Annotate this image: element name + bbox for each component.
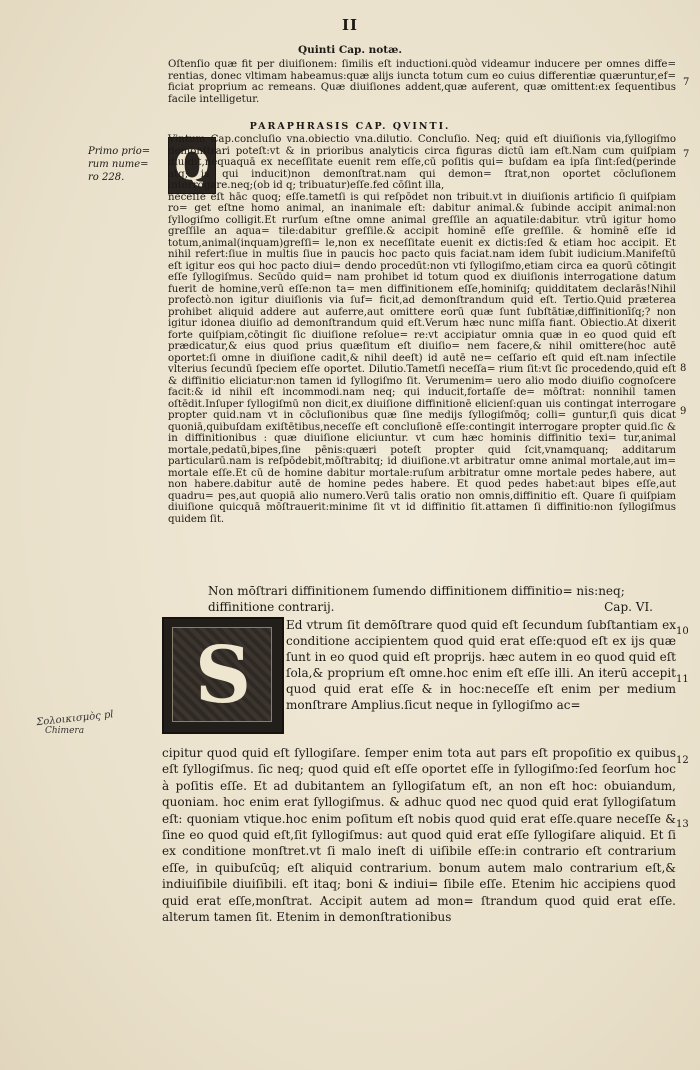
chapter-six-rest: cipitur quod quid eſt ſyllogiſare. ſemper enim tota aut pars eſt propoſitio ex quibus eſt ſyllogiſmus. ſic neq; quod quid eſt eſſe oportet eſſe in ſyllogiſmo:ſed ſeorſum hoc à poſitis eſſe. Et ad dubitantem an ſyllogiſatum eſt, an non eſt hoc: obuiandum, quoniam. hoc enim erat ſyllogiſmus. & adhuc quod nec quod quid erat ſyllogiſatum eſt: quoniam vtique.hoc enim poſitum eſt nobis quod quid erat eſſe.quare neceſſe & ſine eo quod quid eſt,ſit ſyllogiſmus: aut quod quid erat eſſe ſyllogiſare aliquid. Et ſi ex conditione monſtret.vt ſi malo ineſt di uiſibile eſſe:in contrario eſt contrarium eſſe, in quibuſcūq; eſt aliquid contrarium. bonum autem malo contrarium eſt,& indiuiſibile diuiſibili. eſt itaq; boni & indiui= ſibile eſſe. Etenim hic accipiens quod quid erat eſſe,monſtrat. Accipit autem ad mon= ſtrandum quod quid erat eſſe. alterum tamen ſit. Etenim in demonſtrationibus <box>162 746 676 925</box>
margin-number: 8 <box>680 363 687 374</box>
margin-number: 9 <box>680 406 687 417</box>
handwritten-annotation-2: Chimera <box>45 726 85 736</box>
chapter-six-title-text: Non mōſtrari diffinitionem ſumendo diffinitionem diffinitio= nis:neq; diffinitione contrarij. <box>208 584 625 614</box>
notae-text <box>168 59 676 105</box>
dropcap-s <box>162 617 284 734</box>
margin-note: Primo prio= rum nume= ro 228. <box>88 146 151 183</box>
dropcap-q-letter: Q <box>174 142 210 189</box>
margin-number: 7 <box>683 149 690 160</box>
chapter-six-first: Ed vtrum ſit demōſtrare quod quid eſt ſecundum ſubſtantiam ex conditione accipientem quod quid erat eſſe:quod eſt ex ijs quæ ſunt in eo quod quid eſt proprijs. hæc autem in eo quod quid eſt ſola,& proprium eſt omne.hoc enim eſt eſſe illi. An iterū accepit quod quid erat eſſe & in hoc:neceſſe eſt enim per medium monſtrare Amplius.ſicut neque in ſyllogiſmo ac= <box>286 618 676 712</box>
folio-number: II <box>341 16 359 34</box>
margin-number: 13 <box>676 819 689 830</box>
paraphrasis-heading: PARAPHRASIS CAP. QVINTI. <box>249 121 451 132</box>
margin-number: 11 <box>676 674 689 685</box>
chapter-six-title <box>208 583 678 615</box>
margin-number: 12 <box>676 755 689 766</box>
paraphrasis-first: Vintum Cap.concluſio vna.obiectio vna.dilutio. Concluſio. Neq; quid eſt diuiſionis via,ſyllogiſmo demonſtrari poteſt:vt & in prioribus analyticis circa figuras dictū iam eſt.Nam cum quiſpiam diuidit,nequaquā ex neceſſitate euenit rem eſſe,cū poſitis qui= buſdam ea ipſa ſint:ſed(perinde atq; is qui inducit)non demonſtrat.nam qui demon= ſtrat,non oportet cōcluſionem interrogare.neq;(ob id q; tribuatur)eſſe.fed cōſint illa, <box>168 134 676 191</box>
margin-number: 7 <box>683 77 690 88</box>
notae-paragraph: Oſtenſio quæ fit per diuiſionem: ſimilis eſt inductioni.quòd videamur inducere per omnes diffe= rentias, donec vltimam habeamus:quæ alijs iuncta totum cum eo cuius differentiæ quæruntur,ef= ficiat proprium ac remeans. Quæ diuiſiones addent,quæ auferent, quæ omittent:ex ſequentibus facile intelligetur. <box>168 59 676 105</box>
handwritten-annotation: Σολοικισμὸς pl <box>35 709 115 729</box>
paraphrasis-text <box>168 134 676 525</box>
margin-number: 10 <box>676 626 689 637</box>
dropcap-s-letter: S <box>194 630 252 721</box>
chapter-six-number: Cap. VI. <box>604 600 653 614</box>
paraphrasis-rest: neceſſe eſt hāc quoq; eſſe.tametſi is qui reſpōdet non tribuit.vt in diuiſionis artificio ſi quiſpiam ro= get eſtne homo animal, an inanimale eſt: dabitur animal.& ſubinde accipit animal:non ſyllogiſmo colligit.Et rurſum eſtne omne animal greſſile an aquatile:dabitur. vtrū igitur homo greſſile an aqua= tile:dabitur greſſile.& accipit hominē eſſe greſſile. & hominē eſſe id totum,animal(inquam)greſſi= le,non ex neceſſitate euenit ex dictis:ſed & etiam hoc accipit. Et nihil refert:ſiue in multis ſiue in paucis hoc pacto quis faciat.nam idem ſubit iudicium.Manifeſtū eſt igitur eos qui hoc pacto diui= dendo procedūt:non vti ſyllogiſmo,etiam circa ea quorū cōtingit eſſe ſyllogiſmus. Secūdo quid= nam prohibet id totum quod ex diuiſionis interrogatione datum fuerit de homine,verū eſſe:non ta= men diffinitionem eſſe,hominiſq; quidditatem declarās!Nihil profectò.non igitur diuiſionis via ſuf= ficit,ad demonſtrandum quid eſt. Tertio.Quid præterea prohibet aliquid addere aut auferre,aut omittere eorū quæ ſunt ſubſtātiæ,diffinitionīſq;? non igitur idonea diuiſio ad demonſtrandum quid eſt.Verum hæc nunc miſſa fiant. Obiectio.At dixerit forte quiſpiam,cōtingit ſic diuiſione reſolue= re:vt accipiatur omnia quæ in eo quod quid eſt prædicatur,& eius quod prius quæſitum eſt diuiſio= nem facere,& nihil omittere(hoc autē oportet:ſi omne in diuiſione cadit,& nihil deeſt) id autē ne= ceſſario eſt quid eſt.nam inſectile vlterius ſecundū ſpeciem eſſe oportet. Dilutio.Tametſi neceſſa= rium ſit:vt ſic procedendo,quid eſt & diffinitio eliciatur:non tamen id ſyllogiſmo ſit. Verumenim= uero alio modo diuiſio cognoſcere facit:& id nihil eſt incommodi.nam neq; qui inducit,fortaſſe de= mōſtrat: nonnihil tamen oſtēdit.Inſuper ſyllogiſmū non dicit,ex diuiſione diffinitionē elicienſ:quan uis contingat interrogare propter quid.nam vt in cōcluſionibus quæ ſine medijs ſyllogiſmōq; colli= guntur,ſi quis dicat quoniā,quibuſdam exiſtētibus,neceſſe eſt concluſionē eſſe:contingit interrogare propter quid.ſic & in diffinitionibus : quæ diuiſione eliciuntur. vt cum hæc hominis diffinitio texi= tur,animal mortale,pedatū,bipes,ſine pēnis:quæri poteſt propter quid ſcit,vnamquanq; additarum particularū.nam is reſpōdebit,mōſtrabitq; id diuiſione.vt arbitratur omne animal mortale,aut im= mortale eſſe.Et cū de homine dabitur mortale:ruſum arbitratur omne mortale pedes habere, aut non habere.dabitur autē de homine pedes habere. Et quod pedes habet:aut bipes eſſe,aut quadru= pes,aut quopiā alio numero.Verū talis oratio non omnis,diffinitio eſt. Quare ſi quiſpiam diuiſione quicquā mōſtrauerit:minime ſit vt id diffinitio ſit.attamen ſi diffinitio:non ſyllogiſmus quidem ſit. <box>168 191 676 525</box>
notae-heading: Quinti Cap. notæ. <box>297 44 403 56</box>
